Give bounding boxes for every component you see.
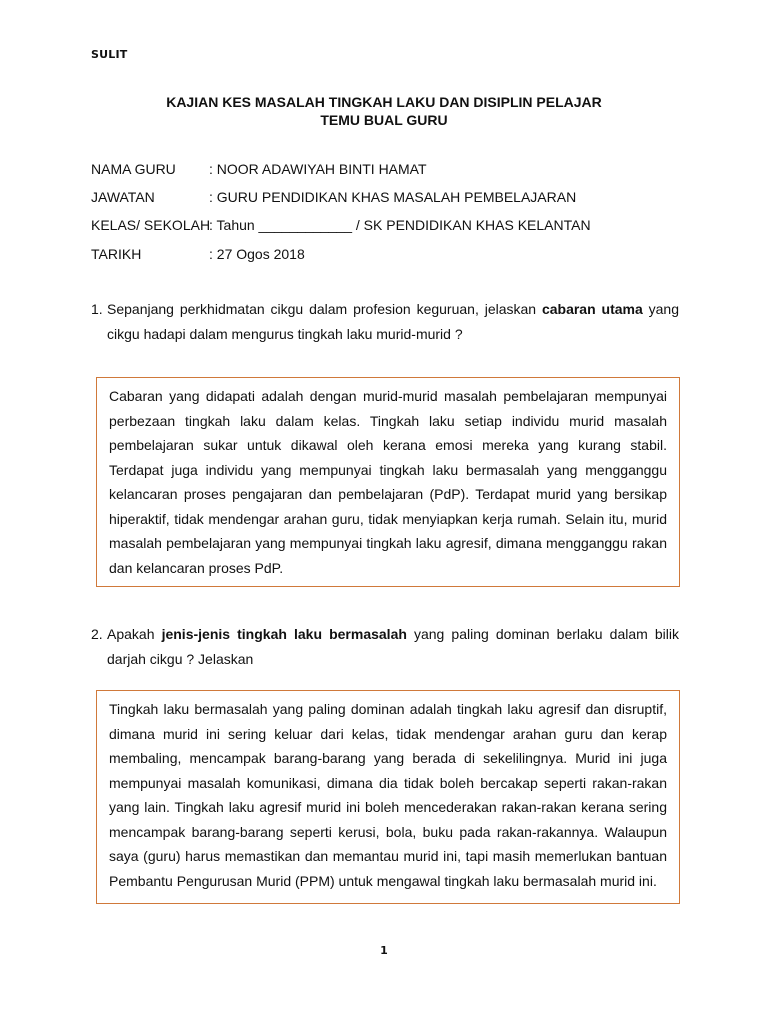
info-label: JAWATAN [91,189,155,205]
info-value: : 27 Ogos 2018 [209,246,305,262]
question-text [107,622,679,672]
question-1 [91,297,679,347]
info-label: TARIKH [91,246,142,262]
answer-box-1 [96,377,680,587]
info-row-kelas-sekolah [91,216,591,234]
info-row-jawatan [91,188,576,206]
question-text [107,297,679,347]
info-value: : GURU PENDIDIKAN KHAS MASALAH PEMBELAJARAN [209,189,577,205]
info-value: : NOOR ADAWIYAH BINTI HAMAT [209,161,427,177]
info-value: : Tahun ____________ / SK PENDIDIKAN KHAS KELANTAN [209,217,591,233]
question-text-part: Apakah [107,626,162,642]
question-text-emphasis: jenis-jenis tingkah laku bermasalah [161,626,407,642]
question-text-emphasis: cabaran utama [541,301,643,317]
info-row-tarikh [91,245,305,263]
answer-text: Cabaran yang didapati adalah dengan murid-murid masalah pembelajaran mempunyai perbezaan tingkah laku dalam kelas. Tingkah laku setiap individu murid masalah pembelajaran sukar untuk dikawal oleh kerana emosi mereka yang kurang stabil. Terdapat juga individu yang mempunyai tingkah laku bermasalah yang mengganggu kelancaran proses pengajaran dan pembelajaran (PdP). Terdapat murid yang bersikap hiperaktif, tidak mendengar arahan guru, tidak menyiapkan kerja rumah. Selain itu, murid masalah pembelajaran yang mempunyai tingkah laku agresif, dimana mengganggu rakan dan kelancaran proses PdP. [109,388,667,576]
question-text-part: Sepanjang perkhidmatan cikgu dalam profesion keguruan, jelaskan [107,301,542,317]
question-number: 1. [91,301,103,317]
question-text-part: yang cikgu hadapi dalam mengurus tingkah laku murid-murid ? [107,301,679,342]
info-row-nama-guru [91,160,427,178]
answer-text: Tingkah laku bermasalah yang paling dominan adalah tingkah laku agresif dan disruptif, dimana murid ini sering keluar dari kelas, tidak mendengar arahan guru dan kerap membaling, mencampak barang-barang yang berada di sekelilingnya. Murid ini juga mempunyai masalah komunikasi, dimana dia tidak boleh bercakap seperti rakan-rakan yang lain. Tingkah laku agresif murid ini boleh mencederakan rakan-rakan kerana sering mencampak barang-barang seperti kerusi, bola, buku pada rakan-rakannya. Walaupun saya (guru) harus memastikan dan memantau murid ini, tapi masih memerlukan bantuan Pembantu Pengurusan Murid (PPM) untuk mengawal tingkah laku bermasalah murid ini. [109,701,667,889]
document-subtitle: TEMU BUAL GURU [320,112,448,128]
classification-label: SULIT [91,48,128,61]
answer-box-2 [96,690,680,904]
info-label: KELAS/ SEKOLAH [91,217,211,233]
page-number: 1 [380,944,388,957]
question-text-part: yang paling dominan berlaku dalam bilik darjah cikgu ? Jelaskan [107,626,679,667]
question-number: 2. [91,626,103,642]
info-label: NAMA GURU [91,161,176,177]
document-title: KAJIAN KES MASALAH TINGKAH LAKU DAN DISIPLIN PELAJAR [166,94,602,110]
question-2 [91,622,679,672]
